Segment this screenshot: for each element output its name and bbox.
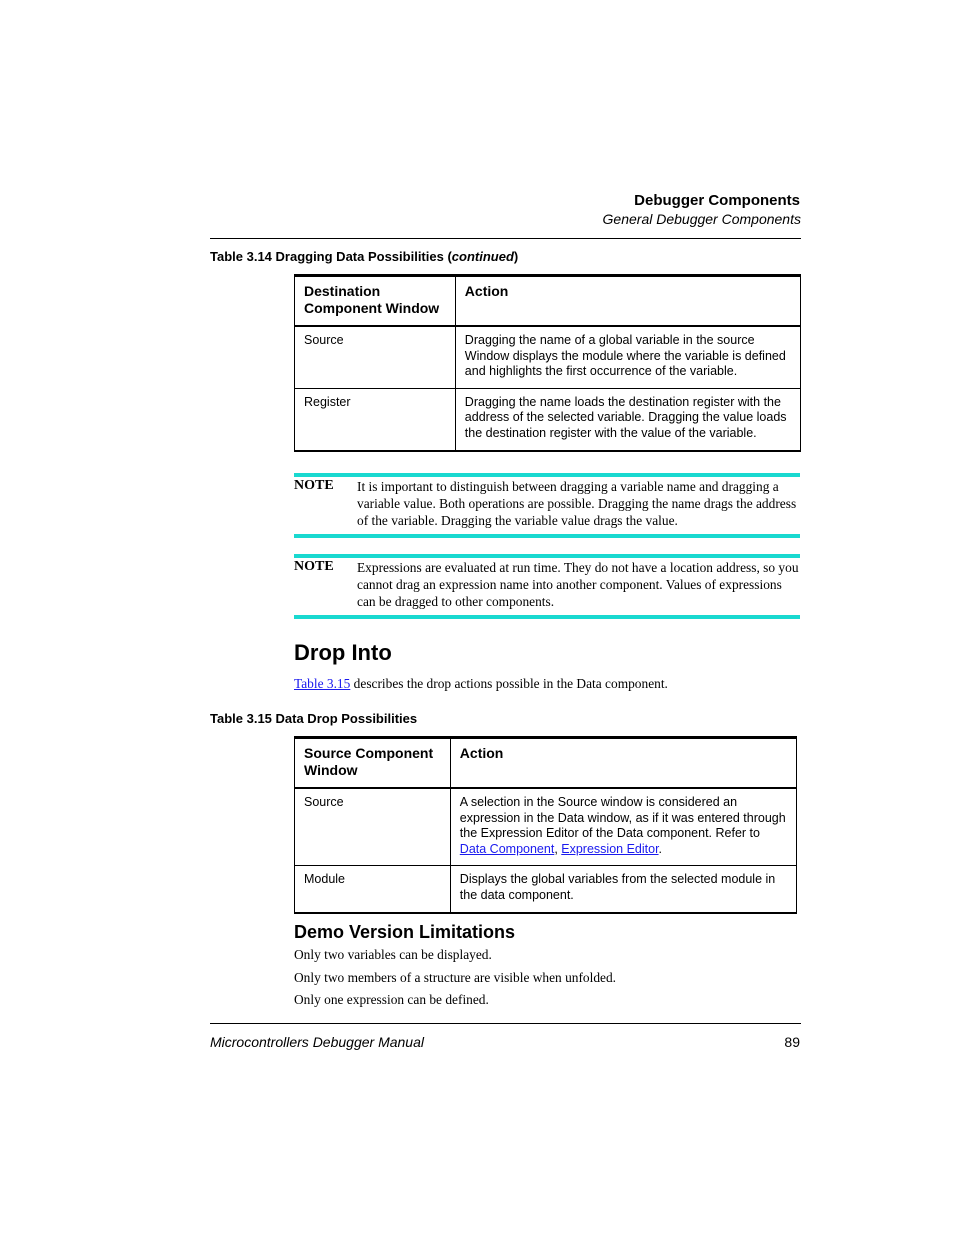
section-heading-demo-limitations: Demo Version Limitations <box>294 922 516 942</box>
note-label: NOTE <box>294 478 334 493</box>
table-cell-window: Source <box>295 326 456 388</box>
table-row <box>295 326 801 388</box>
table-caption-3-14: Table 3.14 Dragging Data Possibilities (continued) <box>210 249 519 264</box>
demo-limitation-line: Only two members of a structure are visible when unfolded. <box>294 970 617 985</box>
table-cell-action: A selection in the Source window is considered an expression in the Data window, as if it was entered through the Expression Editor of the Data component. Refer to Data Component, Expression Editor. <box>450 788 796 866</box>
table-row <box>295 388 801 450</box>
note-label: NOTE <box>294 559 334 574</box>
demo-limitation-line: Only one expression can be defined. <box>294 992 489 1007</box>
data-drop-table <box>294 736 797 914</box>
note-text: Expressions are evaluated at run time. They do not have a location address, so you cannot drag an expression name into another component. Values of expressions can be dragged to other components. <box>357 560 799 609</box>
note-bottom-bar <box>294 615 800 619</box>
data-component-link[interactable]: Data Component <box>459 841 555 856</box>
footer-manual-title: Microcontrollers Debugger Manual <box>210 1034 424 1050</box>
drop-into-paragraph: Table 3.15 describes the drop actions possible in the Data component. <box>294 676 668 691</box>
table-header-source: Source Component Window <box>295 738 451 789</box>
table-row <box>295 866 797 913</box>
table-row <box>295 788 797 866</box>
dragging-data-table <box>294 274 801 452</box>
table-header-destination: Destination Component Window <box>295 276 456 327</box>
section-heading-drop-into: Drop Into <box>294 640 392 665</box>
header-rule <box>210 238 801 239</box>
table-header-action: Action <box>450 738 796 789</box>
note-top-bar <box>294 473 800 477</box>
table-cell-action: Dragging the name of a global variable in the source Window displays the module where the variable is defined and highlights the first occurrence of the variable. <box>455 326 800 388</box>
note-top-bar <box>294 554 800 558</box>
page-number: 89 <box>784 1034 800 1050</box>
table-header-action: Action <box>455 276 800 327</box>
demo-limitation-line: Only two variables can be displayed. <box>294 947 492 962</box>
table-cell-window: Register <box>295 388 456 450</box>
table-cell-action: Displays the global variables from the selected module in the data component. <box>450 866 796 913</box>
table-cell-window: Module <box>295 866 451 913</box>
table-cell-window: Source <box>295 788 451 866</box>
table-cell-action: Dragging the name loads the destination register with the address of the selected variable. Dragging the value loads the destination register with the value of the variable. <box>455 388 800 450</box>
note-bottom-bar <box>294 534 800 538</box>
table-3-15-link[interactable]: Table 3.15 <box>294 676 351 691</box>
running-header-subtitle: General Debugger Components <box>602 211 801 227</box>
table-caption-3-15: Table 3.15 Data Drop Possibilities <box>210 711 418 726</box>
footer-rule <box>210 1023 801 1024</box>
note-text: It is important to distinguish between dragging a variable name and dragging a variable value. Both operations are possible. Dragging the name drags the address of the variable. Dragging the variable value drags the value. <box>357 479 797 528</box>
running-header-title: Debugger Components <box>634 192 800 209</box>
expression-editor-link[interactable]: Expression Editor <box>561 841 659 856</box>
